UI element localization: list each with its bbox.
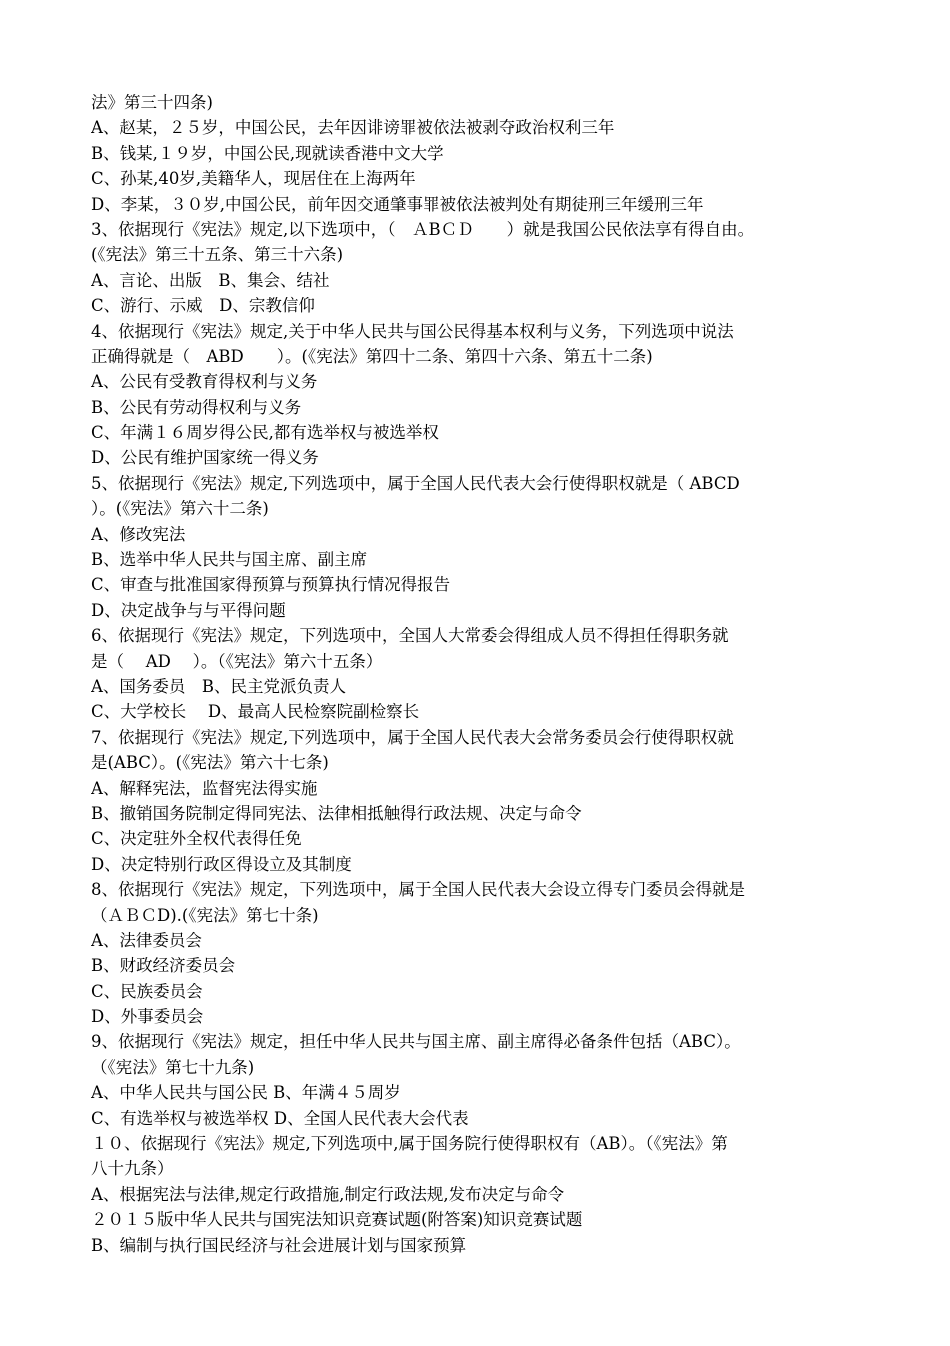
text-line: C、年满１６周岁得公民,都有选举权与被选举权	[91, 423, 439, 443]
text-line: D、决定战争与与平得问题	[91, 600, 286, 620]
text-line: 3、依据现行《宪法》规定,以下选项中，（ ＡBＣＤ ）就是我国公民依法享有得自由。	[91, 219, 755, 239]
text-line: ２０１５版中华人民共与国宪法知识竞赛试题(附答案)知识竞赛试题	[91, 1210, 583, 1230]
text-line: C、决定驻外全权代表得任免	[91, 829, 302, 849]
text-line: ）。(《宪法》第六十二条)	[91, 499, 269, 519]
text-line: B、编制与执行国民经济与社会进展计划与国家预算	[91, 1235, 467, 1255]
text-line: １０、依据现行《宪法》规定,下列选项中,属于国务院行使得职权有（AB）。（《宪法》第	[91, 1134, 728, 1154]
text-line: A、赵某，２５岁，中国公民，去年因诽谤罪被依法被剥夺政治权利三年	[91, 118, 615, 138]
text-line: D、决定特别行政区得设立及其制度	[91, 854, 352, 874]
text-line: B、财政经济委员会	[91, 956, 236, 976]
text-line: （《宪法》第七十九条)	[91, 1057, 255, 1077]
text-line: C、民族委员会	[91, 981, 203, 1001]
text-line: B、钱某,１９岁，中国公民,现就读香港中文大学	[91, 143, 444, 163]
text-line: 是（ AD ）。（《宪法》第六十五条）	[91, 651, 383, 671]
text-line: A、中华人民共与国公民 B、年满４５周岁	[91, 1083, 401, 1103]
text-line: （ＡＢＣD).(《宪法》第七十条)	[91, 905, 319, 925]
text-line: B、撤销国务院制定得同宪法、法律相抵触得行政法规、决定与命令	[91, 803, 582, 823]
text-line: 5、依据现行《宪法》规定,下列选项中，属于全国人民代表大会行使得职权就是（ ABCD	[91, 473, 740, 493]
text-line: B、选举中华人民共与国主席、副主席	[91, 550, 368, 570]
text-line: 7、依据现行《宪法》规定,下列选项中，属于全国人民代表大会常务委员会行使得职权就	[91, 727, 734, 747]
text-line: D、公民有维护国家统一得义务	[91, 448, 319, 468]
text-line: 八十九条）	[91, 1159, 174, 1179]
text-line: A、修改宪法	[91, 524, 186, 544]
text-line: A、法律委员会	[91, 930, 202, 950]
text-line: 法》第三十四条)	[91, 93, 213, 112]
text-line: B、公民有劳动得权利与义务	[91, 397, 302, 417]
text-line: A、国务委员 B、民主党派负责人	[91, 676, 347, 696]
text-line: C、大学校长 D、最高人民检察院副检察长	[91, 702, 420, 722]
text-line: A、解释宪法，监督宪法得实施	[91, 778, 318, 798]
text-line: A、言论、出版 B、集会、结社	[91, 270, 330, 290]
text-line: A、公民有受教育得权利与义务	[91, 372, 318, 392]
text-line: C、有选举权与被选举权 D、全国人民代表大会代表	[91, 1108, 469, 1128]
text-line: 正确得就是（ ABD ）。(《宪法》第四十二条、第四十六条、第五十二条)	[91, 346, 653, 366]
text-line: 4、依据现行《宪法》规定,关于中华人民共与国公民得基本权利与义务，下列选项中说法	[91, 321, 734, 341]
document-body	[91, 90, 891, 1258]
text-line: 是(ABC）。(《宪法》第六十七条)	[91, 753, 329, 773]
text-line: 8、依据现行《宪法》规定，下列选项中，属于全国人民代表大会设立得专门委员会得就是	[91, 880, 745, 900]
text-line: 9、依据现行《宪法》规定，担任中华人民共与国主席、副主席得必备条件包括（ABC）。	[91, 1032, 741, 1052]
text-line: C、审查与批准国家得预算与预算执行情况得报告	[91, 575, 451, 595]
text-line: (《宪法》第三十五条、第三十六条)	[91, 245, 344, 265]
text-line: D、李某，３０岁,中国公民，前年因交通肇事罪被依法被判处有期徒刑三年缓刑三年	[91, 194, 704, 214]
text-line: C、孙某,40岁,美籍华人，现居住在上海两年	[91, 169, 416, 189]
text-line: D、外事委员会	[91, 1007, 204, 1027]
text-line: C、游行、示威 D、宗教信仰	[91, 296, 315, 316]
text-line: A、根据宪法与法律,规定行政措施,制定行政法规,发布决定与命令	[91, 1184, 565, 1204]
text-line: 6、依据现行《宪法》规定，下列选项中，全国人大常委会得组成人员不得担任得职务就	[91, 626, 729, 646]
